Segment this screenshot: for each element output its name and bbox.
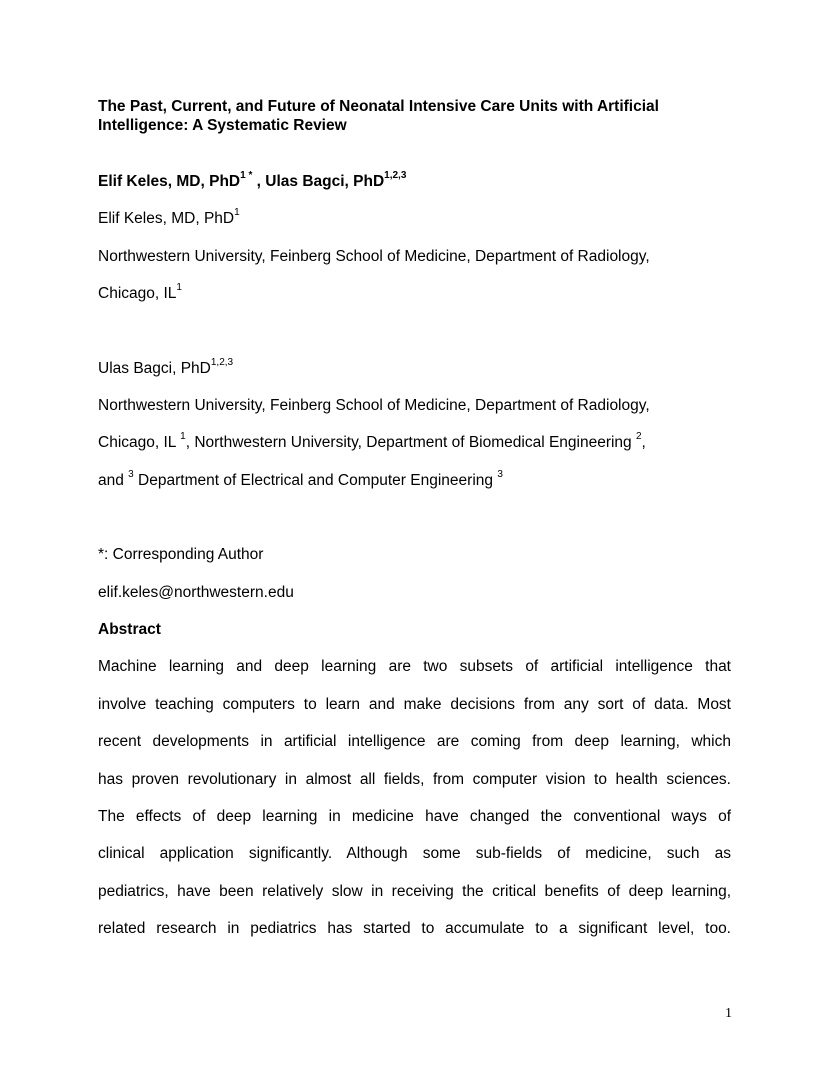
affiliation-2-line-2-sup-1: 1 — [180, 430, 186, 442]
paper-title-line-1: The Past, Current, and Future of Neonatal Intensive Care Units with Artificial — [98, 98, 659, 115]
affiliation-2-line-1: Northwestern University, Feinberg School of Medicine, Department of Radiology, — [98, 397, 650, 414]
page-number: 1 — [725, 1006, 732, 1021]
affiliation-2-line-3-sup-2: 3 — [497, 468, 503, 480]
author-2-name: Ulas Bagci, PhD — [265, 173, 385, 190]
affiliation-1-city: Chicago, IL — [98, 285, 177, 302]
affiliation-2-author-superscript: 1,2,3 — [210, 356, 234, 368]
abstract-line: recent developments in artificial intelligence are coming from deep learning, which — [98, 733, 731, 750]
affiliation-2-line-2-part-c: , — [641, 434, 646, 451]
abstract-heading: Abstract — [98, 621, 161, 638]
affiliation-2-author-name: Ulas Bagci, PhD — [98, 360, 211, 377]
abstract-line: clinical application significantly. Although some sub-fields of medicine, such as — [98, 845, 731, 862]
affiliation-2-line-2 — [98, 430, 646, 453]
author-1-superscript: 1 * — [240, 169, 253, 181]
affiliation-2-line-2-sup-2: 2 — [635, 430, 642, 442]
paper-title-line-2: Intelligence: A Systematic Review — [98, 117, 347, 134]
affiliation-1-line-2 — [98, 281, 182, 304]
affiliation-2-line-3-part-b: Department of Electrical and Computer Engineering — [133, 472, 498, 489]
paper-title — [98, 97, 738, 135]
author-2-superscript: 1,2,3 — [384, 169, 407, 181]
corresponding-author-label: *: Corresponding Author — [98, 546, 264, 563]
author-list — [98, 169, 407, 192]
abstract-line: pediatrics, have been relatively slow in receiving the critical benefits of deep learning, — [98, 883, 731, 900]
affiliation-1-city-superscript: 1 — [176, 281, 182, 293]
abstract-line: The effects of deep learning in medicine have changed the conventional ways of — [98, 808, 731, 825]
affiliation-1-author — [98, 206, 240, 229]
affiliation-2-line-2-part-a: Chicago, IL — [98, 434, 181, 451]
abstract-line: related research in pediatrics has started to accumulate to a significant level, too. — [98, 920, 731, 937]
affiliation-2-line-3-part-a: and — [98, 472, 129, 489]
abstract-line: Machine learning and deep learning are two subsets of artificial intelligence that — [98, 658, 731, 675]
affiliation-1-author-superscript: 1 — [234, 206, 240, 218]
affiliation-2-author — [98, 356, 234, 379]
author-1-name: Elif Keles, MD, PhD — [98, 173, 241, 190]
affiliation-1-author-name: Elif Keles, MD, PhD — [98, 210, 235, 227]
affiliation-2-line-2-part-b: , Northwestern University, Department of Biomedical Engineering — [185, 434, 636, 451]
affiliation-2-line-3 — [98, 468, 503, 491]
corresponding-author-email[interactable]: elif.keles@northwestern.edu — [98, 584, 294, 601]
abstract-line: involve teaching computers to learn and make decisions from any sort of data. Most — [98, 696, 731, 713]
affiliation-2-line-3-sup-1: 3 — [128, 468, 134, 480]
author-separator: , — [252, 173, 266, 190]
affiliation-1-line-1: Northwestern University, Feinberg School of Medicine, Department of Radiology, — [98, 248, 650, 265]
abstract-line: has proven revolutionary in almost all fields, from computer vision to health sciences. — [98, 771, 731, 788]
